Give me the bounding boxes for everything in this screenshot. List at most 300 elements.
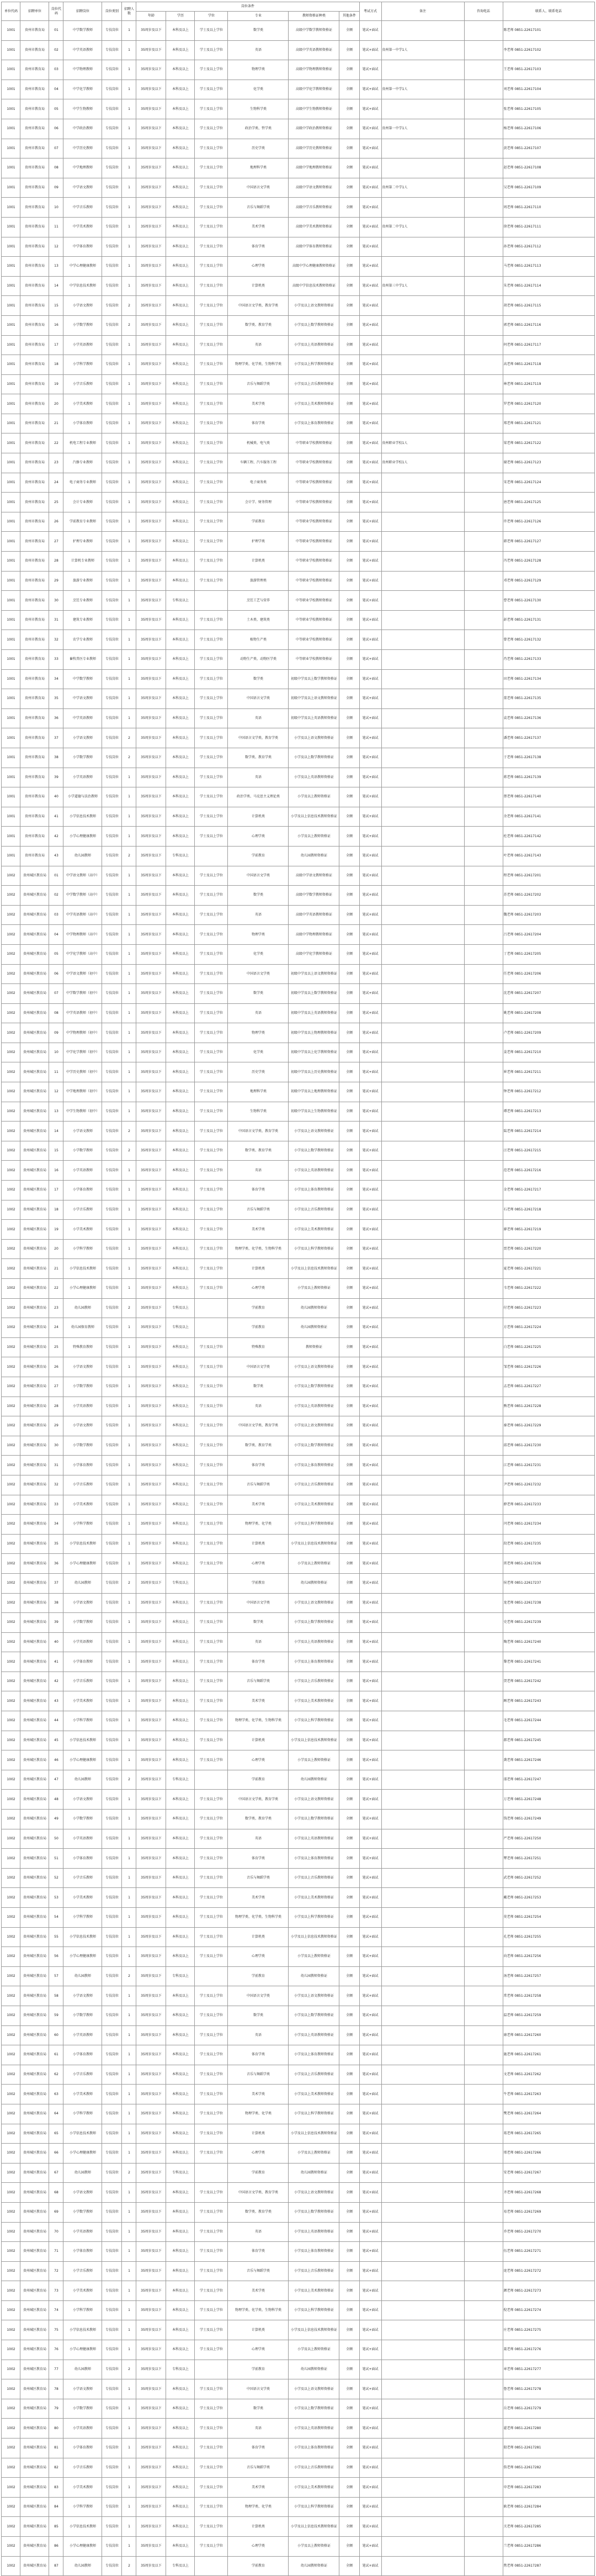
cell-exam-method: 笔试+面试 — [359, 1122, 381, 1141]
cell-position-code: 18 — [49, 355, 63, 375]
cell-contact: 颜老师 0851-22617273 — [503, 2281, 594, 2301]
cell-age: 35周岁及以下 — [136, 1239, 166, 1259]
cell-degree: 学士及以上学位 — [195, 1691, 228, 1711]
cell-position-code: 44 — [49, 1711, 63, 1731]
cell-consult-phone — [464, 178, 503, 198]
cell-other: 全额 — [339, 80, 359, 99]
cell-headcount: 1 — [122, 708, 136, 728]
cell-headcount: 1 — [122, 1043, 136, 1062]
cell-contact: 白老师 0851-22617225 — [503, 1337, 594, 1357]
cell-certificate: 小学及以上语文教师资格证 — [289, 2379, 339, 2399]
cell-contact: 陶老师 0851-22617240 — [503, 1632, 594, 1652]
cell-age: 35周岁及以下 — [136, 1829, 166, 1849]
cell-degree: 学士及以上学位 — [195, 964, 228, 984]
cell-certificate: 小学及以上美术教师资格证 — [289, 2478, 339, 2498]
cell-major: 土木类、建筑类 — [228, 610, 289, 630]
cell-other: 全额 — [339, 355, 359, 375]
table-row — [2, 2006, 594, 2025]
cell-other: 全额 — [339, 2025, 359, 2045]
cell-education: 本科及以上 — [166, 886, 195, 906]
cell-headcount: 1 — [122, 1947, 136, 1967]
cell-headcount: 1 — [122, 984, 136, 1004]
table-row — [2, 1573, 594, 1593]
cell-headcount: 2 — [122, 2556, 136, 2576]
cell-certificate: 小学及以上体育教师资格证 — [289, 2439, 339, 2458]
cell-contact: 万老师 0851-22617248 — [503, 1790, 594, 1810]
cell-unit-name: 贵州市教育局 — [20, 610, 49, 630]
cell-degree: 学士及以上学位 — [195, 433, 228, 453]
cell-consult-phone — [464, 2458, 503, 2478]
cell-position-type: 专技岗位 — [102, 1770, 122, 1790]
cell-position-code: 61 — [49, 2045, 63, 2065]
cell-contact: 吕老师 0851-22617204 — [503, 925, 594, 945]
cell-degree: 学士及以上学位 — [195, 1082, 228, 1102]
cell-certificate: 高级中学化学教师资格证 — [289, 944, 339, 964]
cell-other: 全额 — [339, 708, 359, 728]
cell-age: 35周岁及以下 — [136, 1181, 166, 1200]
cell-position-type: 专技岗位 — [102, 2163, 122, 2183]
cell-education: 本科及以上 — [166, 178, 195, 198]
cell-position-type: 专技岗位 — [102, 964, 122, 984]
cell-contact: 秦老师 0851-22617229 — [503, 1416, 594, 1436]
cell-unit-name: 贵州城区教育局 — [20, 1062, 49, 1082]
cell-certificate: 高级中学美术教师资格证 — [289, 217, 339, 237]
cell-age: 35周岁及以下 — [136, 2085, 166, 2104]
cell-unit-code: 1001 — [2, 217, 20, 237]
cell-position-type: 专技岗位 — [102, 2045, 122, 2065]
cell-consult-phone — [464, 2261, 503, 2281]
cell-other: 全额 — [339, 217, 359, 237]
cell-position-name: 中学英语教师 — [63, 708, 102, 728]
cell-consult-phone — [464, 2360, 503, 2379]
cell-headcount: 1 — [122, 2065, 136, 2085]
cell-consult-phone — [464, 1082, 503, 1102]
cell-remark — [381, 768, 464, 787]
cell-position-name: 中学心理健康教师 — [63, 257, 102, 277]
cell-position-name: 幼儿园教师 — [63, 1298, 102, 1318]
cell-other: 全额 — [339, 532, 359, 552]
cell-certificate: 小学及以上体育教师资格证 — [289, 1652, 339, 1672]
cell-position-type: 专技岗位 — [102, 1122, 122, 1141]
cell-other: 全额 — [339, 669, 359, 689]
cell-certificate: 小学及以上信息技术教师资格证 — [289, 1259, 339, 1279]
cell-certificate: 小学及以上美术教师资格证 — [289, 1888, 339, 1908]
cell-age: 35周岁及以下 — [136, 1927, 166, 1947]
cell-education: 本科及以上 — [166, 2222, 195, 2242]
cell-consult-phone — [464, 1220, 503, 1240]
cell-contact: 熊老师 0851-22617228 — [503, 1397, 594, 1416]
cell-headcount: 1 — [122, 1731, 136, 1750]
cell-position-code: 34 — [49, 669, 63, 689]
cell-contact: 贾老师 0851-22617220 — [503, 1239, 594, 1259]
cell-position-type: 专技岗位 — [102, 2497, 122, 2517]
cell-headcount: 1 — [122, 1888, 136, 1908]
cell-certificate: 小学及以上英语教师资格证 — [289, 1829, 339, 1849]
table-row — [2, 1691, 594, 1711]
cell-certificate: 高级中学物理教师资格证 — [289, 60, 339, 80]
cell-position-code: 06 — [49, 964, 63, 984]
cell-headcount: 1 — [122, 1593, 136, 1613]
cell-major: 心理学类 — [228, 1279, 289, 1299]
cell-consult-phone — [464, 2320, 503, 2340]
cell-certificate: 小学及以上语文教师资格证 — [289, 2183, 339, 2203]
cell-age: 35周岁及以下 — [136, 237, 166, 257]
cell-exam-method: 笔试+面试 — [359, 807, 381, 827]
cell-education: 本科及以上 — [166, 1534, 195, 1554]
cell-position-name: 小学英语教师 — [63, 2025, 102, 2045]
cell-unit-name: 贵州城区教育局 — [20, 1416, 49, 1436]
col-header: 学历 — [166, 12, 195, 21]
cell-headcount: 1 — [122, 2439, 136, 2458]
cell-consult-phone — [464, 532, 503, 552]
cell-position-type: 专技岗位 — [102, 1868, 122, 1888]
cell-unit-name: 贵州城区教育局 — [20, 2458, 49, 2478]
cell-contact: 安老师 0851-22617267 — [503, 2163, 594, 2183]
cell-certificate: 幼儿园教师资格证 — [289, 1770, 339, 1790]
cell-exam-method: 笔试+面试 — [359, 2497, 381, 2517]
cell-contact: 詹老师 0851-22617282 — [503, 2458, 594, 2478]
cell-age: 35周岁及以下 — [136, 512, 166, 532]
cell-headcount: 1 — [122, 1337, 136, 1357]
cell-major: 物理学类、化学类、生物科学类 — [228, 1711, 289, 1731]
cell-contact: 雷老师 0851-22617236 — [503, 1554, 594, 1574]
cell-position-type: 专技岗位 — [102, 414, 122, 433]
cell-unit-code: 1002 — [2, 1691, 20, 1711]
cell-remark — [381, 1003, 464, 1023]
cell-exam-method: 笔试+面试 — [359, 1868, 381, 1888]
cell-headcount: 1 — [122, 787, 136, 807]
cell-education: 本科及以上 — [166, 1691, 195, 1711]
cell-contact: 聂老师 0851-22617276 — [503, 2340, 594, 2360]
cell-exam-method: 笔试+面试 — [359, 532, 381, 552]
cell-education: 本科及以上 — [166, 2006, 195, 2025]
table-row — [2, 1436, 594, 1456]
cell-age: 35周岁及以下 — [136, 60, 166, 80]
cell-remark — [381, 1279, 464, 1299]
cell-major: 音乐与舞蹈学类 — [228, 1475, 289, 1495]
cell-major: 计算机类 — [228, 1534, 289, 1554]
cell-consult-phone — [464, 2439, 503, 2458]
cell-remark — [381, 2478, 464, 2498]
cell-degree: 学士及以上学位 — [195, 2242, 228, 2262]
cell-headcount: 1 — [122, 2497, 136, 2517]
table-row — [2, 1259, 594, 1279]
cell-position-code: 27 — [49, 532, 63, 552]
cell-headcount: 1 — [122, 493, 136, 512]
cell-major: 心理学类 — [228, 257, 289, 277]
cell-other: 全额 — [339, 1475, 359, 1495]
cell-position-code: 24 — [49, 473, 63, 493]
cell-other: 全额 — [339, 2419, 359, 2439]
cell-major: 地理科学类 — [228, 1082, 289, 1102]
cell-other: 全额 — [339, 2222, 359, 2242]
cell-consult-phone — [464, 1495, 503, 1515]
cell-other: 全额 — [339, 571, 359, 591]
col-header: 咨询电话 — [464, 2, 503, 21]
cell-consult-phone — [464, 2399, 503, 2419]
cell-position-type: 专技岗位 — [102, 2379, 122, 2399]
cell-other: 全额 — [339, 1239, 359, 1259]
cell-remark — [381, 1181, 464, 1200]
cell-other: 全额 — [339, 1161, 359, 1181]
cell-headcount: 1 — [122, 1259, 136, 1279]
cell-consult-phone — [464, 1515, 503, 1535]
cell-exam-method: 笔试+面试 — [359, 2419, 381, 2439]
cell-certificate: 高级中学体育教师资格证 — [289, 237, 339, 257]
cell-age: 35周岁及以下 — [136, 827, 166, 847]
cell-unit-code: 1002 — [2, 1927, 20, 1947]
cell-position-type: 专技岗位 — [102, 1102, 122, 1122]
cell-headcount: 1 — [122, 1279, 136, 1299]
cell-education: 本科及以上 — [166, 80, 195, 99]
cell-remark — [381, 394, 464, 414]
cell-position-type: 专技岗位 — [102, 1181, 122, 1200]
cell-headcount: 1 — [122, 532, 136, 552]
cell-remark — [381, 198, 464, 218]
cell-age: 35周岁及以下 — [136, 964, 166, 984]
cell-major: 音乐与舞蹈学类 — [228, 198, 289, 218]
cell-other: 全额 — [339, 2124, 359, 2144]
cell-major: 英语 — [228, 1829, 289, 1849]
cell-unit-name: 贵州城区教育局 — [20, 2025, 49, 2045]
cell-major: 物理学类、化学类 — [228, 1515, 289, 1535]
cell-contact: 庄老师 0851-22617275 — [503, 2320, 594, 2340]
cell-remark — [381, 2124, 464, 2144]
cell-position-name: 小学心理健康教师 — [63, 1750, 102, 1770]
cell-remark — [381, 493, 464, 512]
cell-position-name: 计算机专业教师 — [63, 552, 102, 572]
cell-certificate: 小学及以上音乐教师资格证 — [289, 2458, 339, 2478]
cell-unit-code: 1002 — [2, 2517, 20, 2537]
cell-unit-name: 贵州市教育局 — [20, 453, 49, 473]
table-row — [2, 1908, 594, 1928]
cell-degree: 学士及以上学位 — [195, 925, 228, 945]
cell-major: 车辆工程、汽车服务工程 — [228, 453, 289, 473]
cell-headcount: 1 — [122, 355, 136, 375]
cell-exam-method: 笔试+面试 — [359, 257, 381, 277]
cell-certificate: 初级中学及以上英语教师资格证 — [289, 708, 339, 728]
cell-position-code: 31 — [49, 1456, 63, 1475]
table-row — [2, 433, 594, 453]
cell-education: 本科及以上 — [166, 217, 195, 237]
cell-contact: 宋老师 0851-22617124 — [503, 473, 594, 493]
cell-education: 本科及以上 — [166, 689, 195, 709]
cell-position-name: 中学体育教师 — [63, 237, 102, 257]
cell-unit-name: 贵州城区教育局 — [20, 1298, 49, 1318]
cell-degree: 学士及以上学位 — [195, 40, 228, 60]
cell-contact: 耿老师 0851-22617284 — [503, 2497, 594, 2517]
cell-certificate: 中等职业学校教师资格证 — [289, 473, 339, 493]
cell-unit-code: 1001 — [2, 198, 20, 218]
cell-position-name: 中学语文教师 — [63, 178, 102, 198]
cell-position-type: 专技岗位 — [102, 2556, 122, 2576]
cell-position-type: 专技岗位 — [102, 2065, 122, 2085]
cell-consult-phone — [464, 158, 503, 178]
cell-remark — [381, 2360, 464, 2379]
table-row — [2, 1239, 594, 1259]
cell-other: 全额 — [339, 1711, 359, 1731]
cell-major: 电子商务类 — [228, 473, 289, 493]
cell-degree: 学士及以上学位 — [195, 60, 228, 80]
cell-certificate: 幼儿园教师资格证 — [289, 1966, 339, 1986]
cell-position-type: 专技岗位 — [102, 2006, 122, 2025]
cell-exam-method: 笔试+面试 — [359, 984, 381, 1004]
cell-other: 全额 — [339, 2281, 359, 2301]
cell-headcount: 1 — [122, 1102, 136, 1122]
cell-education: 本科及以上 — [166, 964, 195, 984]
cell-certificate: 小学及以上音乐教师资格证 — [289, 1868, 339, 1888]
cell-position-code: 39 — [49, 768, 63, 787]
cell-contact: 孙老师 0851-22617112 — [503, 237, 594, 257]
cell-unit-code: 1002 — [2, 2360, 20, 2379]
cell-unit-code: 1001 — [2, 473, 20, 493]
cell-headcount: 1 — [122, 2085, 136, 2104]
cell-position-name: 小学语文教师 — [63, 2379, 102, 2399]
cell-contact: 殷老师 0851-22617281 — [503, 2439, 594, 2458]
cell-major: 音乐与舞蹈学类 — [228, 1868, 289, 1888]
cell-exam-method: 笔试+面试 — [359, 473, 381, 493]
cell-exam-method: 笔试+面试 — [359, 2458, 381, 2478]
cell-contact: 史老师 0851-22617239 — [503, 1613, 594, 1633]
cell-age: 35周岁及以下 — [136, 1220, 166, 1240]
cell-age: 35周岁及以下 — [136, 925, 166, 945]
cell-unit-name: 贵州城区教育局 — [20, 2006, 49, 2025]
cell-unit-name: 贵州市教育局 — [20, 689, 49, 709]
cell-education: 本科及以上 — [166, 512, 195, 532]
cell-remark — [381, 846, 464, 866]
cell-education: 本科及以上 — [166, 158, 195, 178]
cell-remark: 贵州第一中学1人 — [381, 119, 464, 139]
cell-position-code: 41 — [49, 807, 63, 827]
cell-major: 中国语言文学类 — [228, 178, 289, 198]
cell-other: 全额 — [339, 2163, 359, 2183]
cell-degree — [195, 846, 228, 866]
cell-major: 数学类、教育学类 — [228, 748, 289, 768]
cell-consult-phone — [464, 2025, 503, 2045]
cell-contact: 何老师 0851-22617117 — [503, 335, 594, 355]
cell-certificate: 中等职业学校教师资格证 — [289, 433, 339, 453]
cell-age: 35周岁及以下 — [136, 1200, 166, 1220]
cell-certificate: 中等职业学校教师资格证 — [289, 453, 339, 473]
cell-headcount: 1 — [122, 1200, 136, 1220]
cell-consult-phone — [464, 1927, 503, 1947]
cell-major: 数学类 — [228, 886, 289, 906]
cell-remark — [381, 1495, 464, 1515]
cell-position-name: 电子商务专业教师 — [63, 473, 102, 493]
cell-remark — [381, 1554, 464, 1574]
cell-remark — [381, 532, 464, 552]
cell-exam-method: 笔试+面试 — [359, 99, 381, 119]
cell-degree: 学士及以上学位 — [195, 1849, 228, 1869]
col-header: 岗位代码 — [49, 2, 63, 21]
cell-consult-phone — [464, 2419, 503, 2439]
cell-unit-code: 1001 — [2, 296, 20, 316]
cell-position-name: 中学物理教师（高中） — [63, 925, 102, 945]
cell-position-name: 小学语文教师 — [63, 1790, 102, 1810]
cell-position-type: 专技岗位 — [102, 2320, 122, 2340]
cell-certificate: 小学及以上数学教师资格证 — [289, 1377, 339, 1397]
cell-unit-code: 1001 — [2, 650, 20, 670]
cell-exam-method: 笔试+面试 — [359, 1613, 381, 1633]
cell-other: 全额 — [339, 2045, 359, 2065]
cell-remark — [381, 1082, 464, 1102]
cell-contact: 郑老师 0851-22617121 — [503, 414, 594, 433]
cell-degree: 学士及以上学位 — [195, 2202, 228, 2222]
cell-position-name: 小学数学教师 — [63, 2399, 102, 2419]
cell-position-code: 85 — [49, 2517, 63, 2537]
cell-remark — [381, 296, 464, 316]
cell-unit-code: 1002 — [2, 1947, 20, 1967]
cell-position-type: 专技岗位 — [102, 237, 122, 257]
cell-position-code: 01 — [49, 866, 63, 886]
cell-headcount: 1 — [122, 1613, 136, 1633]
cell-age: 35周岁及以下 — [136, 276, 166, 296]
cell-unit-code: 1002 — [2, 1908, 20, 1928]
cell-unit-name: 贵州城区教育局 — [20, 1003, 49, 1023]
cell-consult-phone — [464, 1810, 503, 1829]
cell-contact: 兰老师 0851-22617286 — [503, 2537, 594, 2557]
cell-education: 本科及以上 — [166, 1672, 195, 1691]
table-row — [2, 1082, 594, 1102]
cell-other: 全额 — [339, 1947, 359, 1967]
cell-other: 全额 — [339, 374, 359, 394]
cell-age: 35周岁及以下 — [136, 1966, 166, 1986]
cell-headcount: 2 — [122, 2163, 136, 2183]
cell-degree: 学士及以上学位 — [195, 1436, 228, 1456]
cell-degree: 学士及以上学位 — [195, 2439, 228, 2458]
cell-education: 本科及以上 — [166, 669, 195, 689]
cell-position-type: 专技岗位 — [102, 1043, 122, 1062]
cell-position-code: 10 — [49, 1043, 63, 1062]
cell-major: 计算机类 — [228, 807, 289, 827]
cell-age: 35周岁及以下 — [136, 1082, 166, 1102]
cell-other: 全额 — [339, 414, 359, 433]
cell-age: 35周岁及以下 — [136, 1377, 166, 1397]
cell-other: 全额 — [339, 1593, 359, 1613]
cell-education: 本科及以上 — [166, 1888, 195, 1908]
cell-remark — [381, 1947, 464, 1967]
cell-certificate: 小学及以上英语教师资格证 — [289, 335, 339, 355]
cell-exam-method: 笔试+面试 — [359, 1849, 381, 1869]
cell-position-name: 小学美术教师 — [63, 1495, 102, 1515]
cell-consult-phone — [464, 335, 503, 355]
cell-position-type: 专技岗位 — [102, 40, 122, 60]
table-row — [2, 787, 594, 807]
cell-headcount: 1 — [122, 2379, 136, 2399]
cell-degree: 学士及以上学位 — [195, 1062, 228, 1082]
cell-education: 本科及以上 — [166, 807, 195, 827]
cell-remark — [381, 1868, 464, 1888]
cell-age: 35周岁及以下 — [136, 2399, 166, 2419]
table-row — [2, 708, 594, 728]
cell-unit-name: 贵州城区教育局 — [20, 1573, 49, 1593]
cell-unit-code: 1002 — [2, 2281, 20, 2301]
cell-remark — [381, 99, 464, 119]
cell-headcount: 1 — [122, 1416, 136, 1436]
table-row — [2, 630, 594, 650]
cell-remark — [381, 571, 464, 591]
cell-other: 全额 — [339, 40, 359, 60]
cell-position-name: 小学语文教师 — [63, 296, 102, 316]
cell-certificate: 高级中学化学教师资格证 — [289, 80, 339, 99]
cell-age: 35周岁及以下 — [136, 394, 166, 414]
cell-unit-name: 贵州城区教育局 — [20, 2556, 49, 2576]
cell-age: 35周岁及以下 — [136, 1515, 166, 1535]
cell-remark — [381, 1456, 464, 1475]
cell-remark — [381, 257, 464, 277]
cell-unit-code: 1001 — [2, 748, 20, 768]
cell-other: 全额 — [339, 60, 359, 80]
